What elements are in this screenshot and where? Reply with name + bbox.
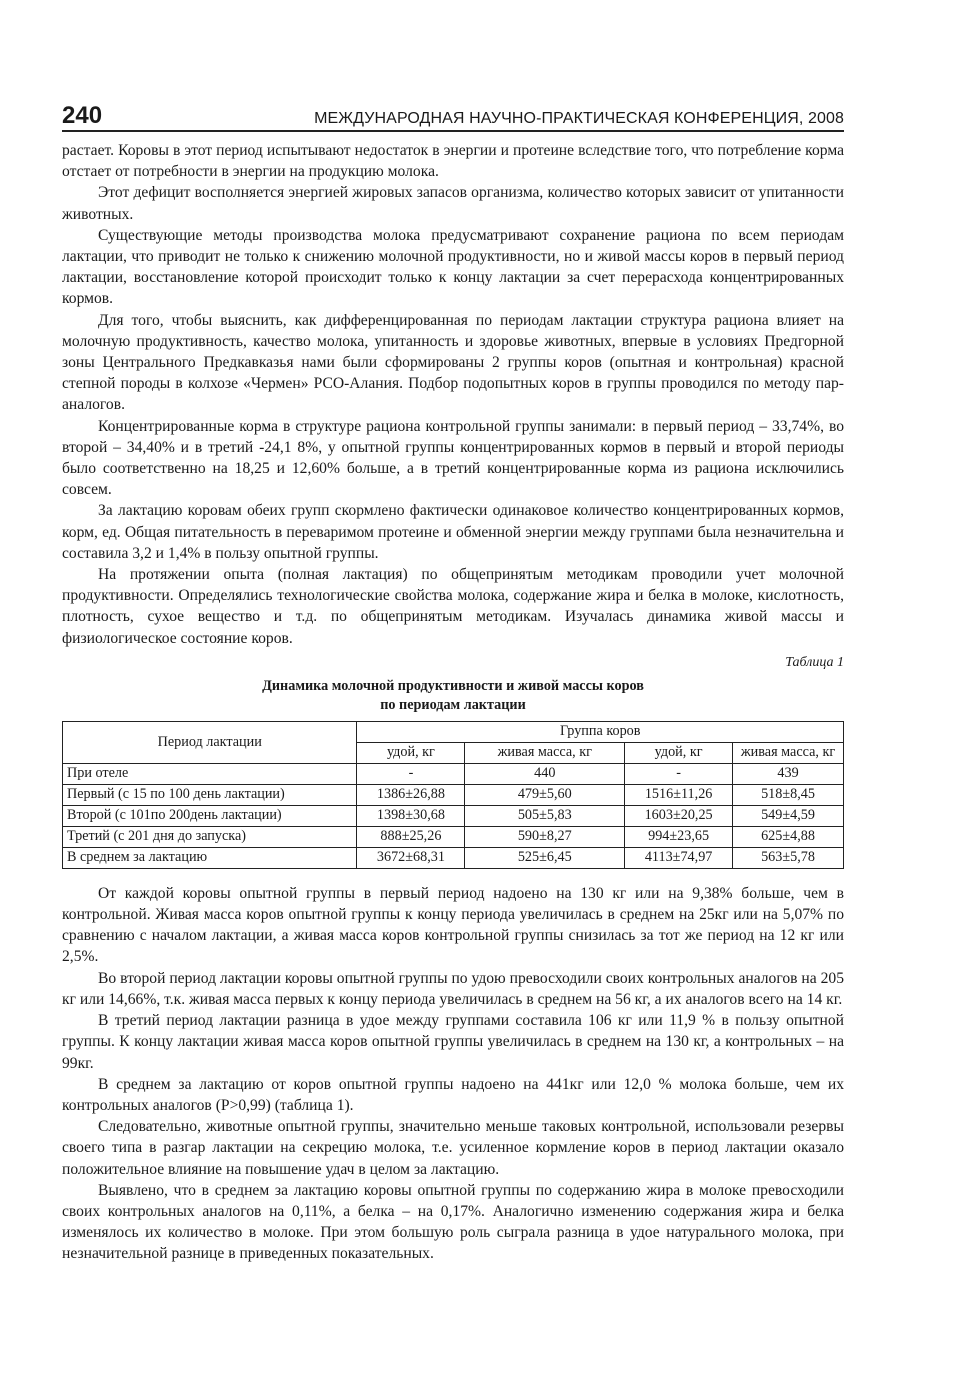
cell-value: 1398±30,68 bbox=[357, 805, 465, 826]
table-title-line1: Динамика молочной продуктивности и живой массы коров bbox=[262, 677, 644, 694]
cell-period: При отеле bbox=[63, 763, 357, 784]
cell-value: - bbox=[357, 763, 465, 784]
cell-value: 479±5,60 bbox=[465, 784, 625, 805]
table-row bbox=[63, 847, 844, 868]
page-number: 240 bbox=[62, 102, 103, 129]
body-text-bottom bbox=[62, 883, 844, 1265]
cell-value: 439 bbox=[733, 763, 844, 784]
cell-value: 994±23,65 bbox=[625, 826, 733, 847]
table-row bbox=[63, 784, 844, 805]
page-header bbox=[62, 96, 844, 132]
cell-value: 440 bbox=[465, 763, 625, 784]
table-row bbox=[63, 763, 844, 784]
paragraph: Следовательно, животные опытной группы, значительно меньше таковых контрольной, использовали резервы своего типа в разгар лактации на секрецию молока, т.е. усиленное кормление коров в период лактации оказало положительное влияние на повышение удач в целом за лактацию. bbox=[62, 1118, 844, 1178]
cell-value: 549±4,59 bbox=[733, 805, 844, 826]
cell-value: 1386±26,88 bbox=[357, 784, 465, 805]
body-text-top bbox=[62, 140, 844, 649]
table-row bbox=[63, 805, 844, 826]
table-header-row bbox=[63, 721, 844, 742]
subheader-milk-yield: удой, кг bbox=[357, 742, 465, 763]
paragraph: В третий период лактации разница в удое между группами составила 106 кг или 11,9 % в пользу опытной группы. К концу лактации живая масса коров опытной группы увеличилась в среднем на 130 кг, а контрольных – на 99кг. bbox=[62, 1012, 844, 1072]
cell-value: 505±5,83 bbox=[465, 805, 625, 826]
paragraph: Для того, чтобы выяснить, как дифференцированная по периодам лактации структура рациона влияет на молочную продуктивность, качество молока, упитанность и здоровье животных, впервые в условиях Предгорной зоны Центрального Предкавказья нами были сформированы 2 группы коров (опытная и контрольная) красной степной породы в колхозе «Чермен» РСО-Алания. Подбор подопытных коров в группы проводился по методу пар-аналогов. bbox=[62, 311, 844, 414]
document-page bbox=[62, 96, 844, 1265]
paragraph: Существующие методы производства молока предусматривают сохранение рациона по всем периодам лактации, что приводит не только к снижению молочной продуктивности, но и живой массы коров в первый период лактации, восстановление которой происходит только к концу лактации за счет перерасхода концентрированных кормов. bbox=[62, 226, 844, 308]
cell-value: 563±5,78 bbox=[733, 847, 844, 868]
paragraph: На протяжении опыта (полная лактация) по общепринятым методикам проводили учет молочной продуктивности. Определялись технологические свойства молока, содержание жира и белка в молоке, кислотность, плотность, сухое вещество и т.д. по общепринятым методикам. Изучалась динамика живой массы и физиологическое состояние коров. bbox=[62, 566, 844, 647]
paragraph: Во второй период лактации коровы опытной группы по удою превосходили своих контрольных аналогов на 205 кг или 14,66%, т.к. живая масса первых к концу периода увеличилась в среднем на 56 кг, а их аналогов всего на 14 кг. bbox=[62, 969, 844, 1008]
subheader-live-weight: живая масса, кг bbox=[733, 742, 844, 763]
data-table bbox=[62, 721, 844, 869]
paragraph: За лактацию коровам обеих групп скормлено фактически одинаковое количество концентрированных кормов, корм, ед. Общая питательность в переваримом протеине и обменной энергии между группами была незначительна и составила 3,2 и 1,4% в пользу опытной группы. bbox=[62, 502, 844, 562]
paragraph: Концентрированные корма в структуре рациона контрольной группы занимали: в первый период – 33,74%, во второй – 34,40% и в третий -24,1 8%, у опытной группы концентрированных кормов в первый и второй периоды было соответственно на 18,25 и 12,60% больше, а в третий концентрированные корма из рациона исключились совсем. bbox=[62, 417, 844, 499]
cell-period: Первый (с 15 по 100 день лактации) bbox=[63, 784, 357, 805]
cell-value: 888±25,26 bbox=[357, 826, 465, 847]
cell-period: Третий (с 201 дня до запуска) bbox=[63, 826, 357, 847]
table-label: Таблица 1 bbox=[785, 654, 844, 670]
cell-value: 3672±68,31 bbox=[357, 847, 465, 868]
cell-value: 4113±74,97 bbox=[625, 847, 733, 868]
cell-value: 1603±20,25 bbox=[625, 805, 733, 826]
subheader-milk-yield: удой, кг bbox=[625, 742, 733, 763]
paragraph: Выявлено, что в среднем за лактацию коровы опытной группы по содержанию жира в молоке превосходили своих контрольных аналогов на 0,11%, а белка – на 0,17%. Аналогично изменению содержания жира и белка изменялось их количество в молоке. При этом большую роль сыграла разница в удое натурального молока, при незначительной разнице в приведенных показательных. bbox=[62, 1181, 844, 1263]
table-row bbox=[63, 826, 844, 847]
subheader-live-weight: живая масса, кг bbox=[465, 742, 625, 763]
paragraph: От каждой коровы опытной группы в первый период надоено на 130 кг или на 9,38% больше, чем в контрольной. Живая масса коров опытной группы к концу периода увеличилась в среднем на 25кг или на 5,07% по сравнению с началом лактации, а живая масса коров контрольной группы снизилась за тот же период на 12 кг или 2,5%. bbox=[62, 884, 844, 966]
paragraph: В среднем за лактацию от коров опытной группы надоено на 441кг или 12,0 % молока больше, чем их контрольных аналогов (Р>0,99) (таблица 1). bbox=[62, 1075, 844, 1114]
cell-value: 625±4,88 bbox=[733, 826, 844, 847]
cell-value: 590±8,27 bbox=[465, 826, 625, 847]
paragraph: растает. Коровы в этот период испытывают недостаток в энергии и протеине вследствие того, что потребление корма отстает от потребности в энергии на продукцию молока. bbox=[62, 142, 844, 181]
cell-value: - bbox=[625, 763, 733, 784]
cell-period: В среднем за лактацию bbox=[63, 847, 357, 868]
cell-value: 518±8,45 bbox=[733, 784, 844, 805]
paragraph: Этот дефицит восполняется энергией жировых запасов организма, количество которых зависит от упитанности животных. bbox=[62, 184, 844, 223]
header-period: Период лактации bbox=[63, 721, 357, 763]
cell-value: 1516±11,26 bbox=[625, 784, 733, 805]
header-group: Группа коров bbox=[357, 721, 844, 742]
cell-period: Второй (с 101по 200день лактации) bbox=[63, 805, 357, 826]
cell-value: 525±6,45 bbox=[465, 847, 625, 868]
table-title-line2: по периодам лактации bbox=[380, 696, 526, 713]
running-title: МЕЖДУНАРОДНАЯ НАУЧНО-ПРАКТИЧЕСКАЯ КОНФЕРЕНЦИЯ, 2008 bbox=[314, 110, 844, 127]
